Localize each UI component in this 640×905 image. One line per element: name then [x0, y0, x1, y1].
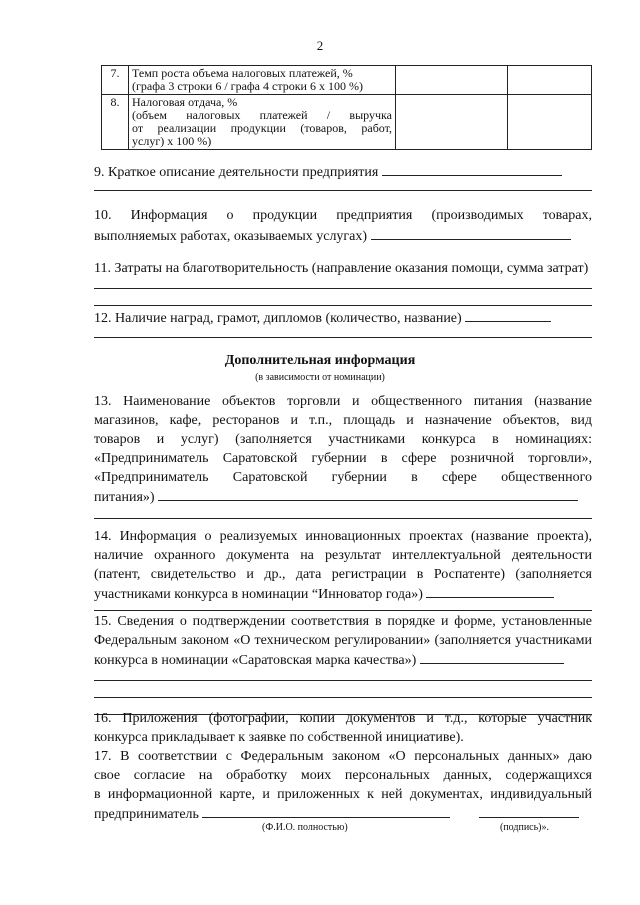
page-number: 2	[316, 38, 324, 53]
item-11-line-2[interactable]	[94, 288, 592, 289]
item-10-line-2: выполняемых работах, оказываемых услугах)	[94, 227, 592, 246]
item-13-line-7[interactable]	[94, 518, 592, 519]
item-12-text: 12. Наличие наград, грамот, дипломов (количество, название)	[94, 309, 592, 328]
item-14-line-2: наличие охранного документа на результат интеллектуальной деятельности	[94, 548, 592, 563]
item-13-line-2: магазинов, кафе, ресторанов и т.п., площадь и назначение объектов, вид	[94, 413, 592, 428]
additional-info-subheading: (в зависимости от номинации)	[255, 372, 385, 383]
indicators-table	[101, 65, 592, 150]
item-13-line-1: 13. Наименование объектов торговли и общественного питания (название	[94, 394, 592, 409]
item-17-line-3: в информационной карте, и приложенных к ней документах, индивидуальный	[94, 787, 592, 802]
value-cell[interactable]	[396, 66, 508, 95]
name-signature-line[interactable]	[202, 805, 450, 818]
additional-info-heading: Дополнительная информация	[224, 353, 416, 368]
value-cell[interactable]	[508, 66, 592, 95]
item-13-fill-line[interactable]	[158, 488, 578, 501]
item-17-line-4: предприниматель	[94, 805, 592, 824]
item-9-text: 9. Краткое описание деятельности предприятия	[94, 163, 592, 182]
item-16-line-2: конкурса прикладывает к заявке по собственной инициативе).	[94, 730, 464, 745]
row-line: Темп роста объема налоговых платежей, %	[132, 66, 353, 80]
row-description	[129, 66, 396, 95]
row-line: (графа 3 строки 6 / графа 4 строки 6 х 100 %)	[132, 79, 363, 93]
row-line: (объем налоговых платежей / выручка	[132, 108, 392, 122]
row-line: от реализации продукции (товаров, работ,	[132, 121, 392, 135]
row-line: Налоговая отдача, %	[132, 95, 238, 109]
table-row	[102, 95, 592, 150]
item-12-fill-line[interactable]	[465, 309, 551, 322]
item-14-line-1: 14. Информация о реализуемых инновационных проектах (название проекта),	[94, 529, 592, 544]
table-row	[102, 66, 592, 95]
item-15-line-1: 15. Сведения о подтверждении соответствия в порядке и форме, установленные	[94, 614, 592, 629]
row-number: 8.	[102, 95, 129, 150]
item-11-line-3[interactable]	[94, 305, 592, 306]
item-17-line-1: 17. В соответствии с Федеральным законом «О персональных данных» даю	[94, 749, 592, 764]
value-cell[interactable]	[508, 95, 592, 150]
item-16-line-1: 16. Приложения (фотографии, копии документов и т.д., которые участник	[94, 711, 592, 726]
signature-caption: (подпись)».	[500, 822, 550, 833]
item-9-line-2[interactable]	[94, 190, 592, 191]
item-14-line-3: (патент, свидетельство и др., дата регистрации в Роспатенте) (заполняется	[94, 567, 592, 582]
item-15-line-5[interactable]	[94, 697, 592, 698]
item-15-line-4[interactable]	[94, 680, 592, 681]
item-15-line-3: конкурса в номинации «Саратовская марка качества»)	[94, 651, 592, 670]
item-14-line-4: участниками конкурса в номинации “Инноватор года»)	[94, 585, 592, 604]
signature-line[interactable]	[479, 805, 579, 818]
item-15-line-2: Федеральным законом «О техническом регулировании» (заполняется участниками	[94, 633, 592, 648]
row-description	[129, 95, 396, 150]
item-14-line-5[interactable]	[94, 610, 592, 611]
item-13-line-5: «Предприниматель Саратовской губернии в сфере общественного	[94, 470, 592, 485]
item-17-line-2: свое согласие на обработку моих персональных данных, содержащихся	[94, 768, 592, 783]
item-13-line-3: товаров и услуг) (заполняется участниками конкурса в номинациях:	[94, 432, 592, 447]
row-line: услуг) х 100 %)	[132, 134, 212, 148]
row-number: 7.	[102, 66, 129, 95]
item-12-line-2[interactable]	[94, 337, 592, 338]
item-15-fill-line[interactable]	[420, 651, 564, 664]
item-14-fill-line[interactable]	[426, 585, 554, 598]
item-10-line-1: 10. Информация о продукции предприятия (производимых товарах,	[94, 208, 592, 223]
item-13-line-6: питания»)	[94, 488, 592, 507]
item-9-fill-line[interactable]	[382, 163, 562, 176]
item-10-fill-line[interactable]	[371, 227, 571, 240]
value-cell[interactable]	[396, 95, 508, 150]
item-11-text: 11. Затраты на благотворительность (направление оказания помощи, сумма затрат)	[94, 261, 589, 276]
fio-caption: (Ф.И.О. полностью)	[262, 822, 348, 833]
item-13-line-4: «Предприниматель Саратовской губернии в сфере розничной торговли»,	[94, 451, 592, 466]
